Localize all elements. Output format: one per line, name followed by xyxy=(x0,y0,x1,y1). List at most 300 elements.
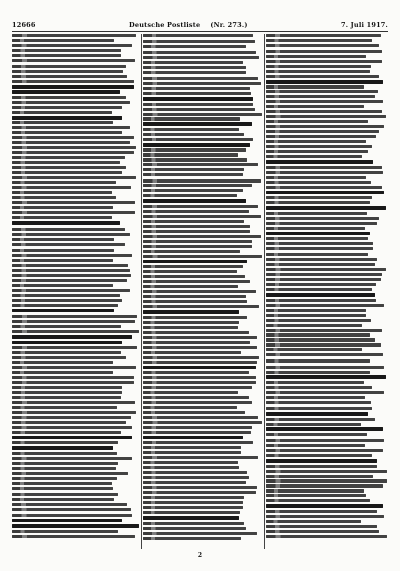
text-line xyxy=(12,381,134,384)
text-line xyxy=(143,426,252,429)
text-line xyxy=(266,50,382,53)
text-line xyxy=(266,439,384,442)
text-line xyxy=(266,196,372,199)
text-line xyxy=(12,96,126,99)
text-line xyxy=(12,90,120,94)
text-line xyxy=(12,519,122,523)
text-line xyxy=(266,381,364,384)
text-line xyxy=(12,146,136,149)
text-line xyxy=(12,472,128,475)
text-line xyxy=(266,396,365,399)
text-line xyxy=(143,113,262,116)
text-line xyxy=(12,366,136,369)
text-line xyxy=(266,343,381,346)
text-line xyxy=(143,316,247,319)
text-line xyxy=(266,110,382,113)
text-line xyxy=(143,270,237,273)
text-line xyxy=(12,351,121,354)
text-line xyxy=(266,304,384,307)
text-line xyxy=(12,508,131,511)
text-line xyxy=(12,467,116,470)
text-line xyxy=(143,346,257,349)
text-line xyxy=(266,191,384,195)
text-line xyxy=(266,217,379,220)
text-line xyxy=(143,386,252,389)
text-line xyxy=(12,106,122,109)
text-line xyxy=(143,351,241,354)
text-line xyxy=(266,70,370,73)
text-line xyxy=(266,176,366,179)
text-line xyxy=(12,279,127,282)
text-line xyxy=(143,471,247,474)
text-line xyxy=(12,233,130,236)
text-line xyxy=(266,39,372,42)
text-line xyxy=(12,452,117,455)
text-line xyxy=(12,34,136,37)
text-line xyxy=(12,356,126,359)
text-line xyxy=(143,189,243,192)
text-column-left xyxy=(12,34,140,549)
text-line xyxy=(12,416,131,419)
text-line xyxy=(143,391,238,394)
text-line xyxy=(12,238,114,241)
text-line xyxy=(12,206,113,209)
text-line xyxy=(12,181,116,184)
text-line xyxy=(143,336,257,339)
text-line xyxy=(143,321,239,324)
text-line xyxy=(12,59,135,62)
text-line xyxy=(12,330,139,333)
text-line xyxy=(266,181,371,184)
text-line xyxy=(143,486,257,489)
text-line xyxy=(266,293,375,297)
text-line xyxy=(143,310,239,314)
text-line xyxy=(266,55,366,58)
text-line xyxy=(266,314,366,317)
text-line xyxy=(143,421,262,424)
text-line xyxy=(266,338,375,341)
text-line xyxy=(266,80,383,84)
text-line xyxy=(12,341,122,345)
text-line xyxy=(12,294,120,297)
text-line xyxy=(12,462,118,465)
text-line xyxy=(143,97,253,101)
text-line xyxy=(12,411,136,414)
text-line xyxy=(143,381,256,384)
text-line xyxy=(12,75,127,78)
text-line xyxy=(266,135,376,138)
text-line xyxy=(266,530,379,533)
text-line xyxy=(12,406,117,409)
text-line xyxy=(143,153,238,156)
text-line xyxy=(12,498,114,501)
text-line xyxy=(143,108,255,111)
text-line xyxy=(266,186,382,189)
text-line xyxy=(12,121,113,124)
text-line xyxy=(12,396,121,399)
text-line xyxy=(12,141,130,144)
issue-number: (Nr. 273.) xyxy=(210,21,248,29)
text-line xyxy=(143,522,244,525)
text-line xyxy=(143,341,250,344)
text-line xyxy=(12,111,112,114)
text-line xyxy=(266,100,383,103)
text-line xyxy=(266,125,384,128)
text-line xyxy=(143,51,256,54)
text-line xyxy=(12,376,134,379)
text-line xyxy=(143,491,256,494)
text-line xyxy=(143,56,259,59)
text-line xyxy=(143,128,239,131)
text-line xyxy=(266,333,370,336)
text-line xyxy=(143,406,237,409)
text-line xyxy=(12,116,122,120)
text-line xyxy=(266,227,365,230)
text-line xyxy=(143,476,249,479)
text-line xyxy=(143,82,261,85)
text-line xyxy=(12,176,136,179)
text-line xyxy=(266,535,387,538)
text-line xyxy=(266,329,382,332)
text-line xyxy=(12,54,121,57)
text-line xyxy=(12,201,135,204)
text-line xyxy=(12,228,125,231)
text-line xyxy=(266,444,365,447)
text-line xyxy=(143,361,257,364)
text-line xyxy=(143,456,258,459)
text-line xyxy=(12,44,132,47)
text-line xyxy=(266,34,381,37)
text-line xyxy=(266,366,384,369)
column-divider xyxy=(264,34,265,549)
text-line xyxy=(266,201,370,204)
text-line xyxy=(143,87,250,90)
text-line xyxy=(266,212,367,215)
text-line xyxy=(266,232,370,236)
text-line xyxy=(266,484,383,487)
text-line xyxy=(143,133,244,136)
text-line xyxy=(12,436,132,440)
text-column-middle xyxy=(143,34,263,549)
text-line xyxy=(143,300,247,303)
text-line xyxy=(12,503,127,506)
text-line xyxy=(266,288,372,291)
text-line xyxy=(12,161,120,164)
text-line xyxy=(12,391,122,394)
text-column-right xyxy=(266,34,388,549)
text-line xyxy=(143,103,253,106)
text-line xyxy=(143,396,249,399)
text-line xyxy=(143,260,247,264)
text-line xyxy=(266,470,387,473)
text-line xyxy=(266,494,366,497)
text-line xyxy=(12,304,118,307)
text-line xyxy=(12,136,134,139)
text-line xyxy=(143,305,259,308)
text-line xyxy=(266,278,381,281)
text-line xyxy=(266,391,384,394)
text-line xyxy=(143,265,243,268)
text-line xyxy=(143,245,252,248)
text-line xyxy=(266,115,386,118)
text-line xyxy=(143,501,243,504)
text-line xyxy=(266,145,372,148)
text-line xyxy=(143,61,243,64)
text-line xyxy=(12,431,121,434)
text-line xyxy=(143,210,249,213)
text-line xyxy=(266,510,377,513)
text-line xyxy=(143,285,238,288)
text-line xyxy=(143,92,251,95)
text-line xyxy=(143,194,237,197)
text-line xyxy=(12,49,121,52)
text-line xyxy=(12,493,118,496)
text-line xyxy=(12,186,131,189)
text-line xyxy=(266,268,386,271)
text-line xyxy=(12,477,117,480)
text-line xyxy=(266,525,377,528)
text-line xyxy=(12,126,130,129)
text-line xyxy=(12,346,137,349)
text-line xyxy=(12,131,122,134)
text-line xyxy=(143,280,250,283)
text-line xyxy=(143,45,246,48)
text-line xyxy=(12,264,128,267)
page-footer-mark: 2 xyxy=(197,552,203,559)
text-line xyxy=(12,487,113,490)
text-line xyxy=(266,412,368,416)
text-line xyxy=(266,433,367,436)
text-line xyxy=(266,90,378,93)
text-line xyxy=(12,191,112,194)
text-line xyxy=(266,386,372,389)
text-line xyxy=(266,520,361,523)
page-number: 12666 xyxy=(12,21,36,29)
text-line xyxy=(12,85,134,89)
text-line xyxy=(143,461,238,464)
text-line xyxy=(143,34,253,37)
text-line xyxy=(12,65,126,68)
publication-title: Deutsche Postliste xyxy=(129,21,201,29)
text-line xyxy=(266,130,379,133)
text-line xyxy=(143,199,246,203)
issue-date: 7. Juli 1917. xyxy=(340,21,388,29)
text-line xyxy=(266,155,362,158)
text-line xyxy=(143,331,249,334)
text-line xyxy=(266,418,375,421)
text-line xyxy=(266,299,376,302)
text-line xyxy=(266,75,379,78)
text-line xyxy=(143,71,246,74)
text-line xyxy=(266,489,364,492)
text-line xyxy=(143,451,241,454)
text-line xyxy=(266,465,377,468)
text-line xyxy=(143,225,250,228)
text-line xyxy=(266,237,368,240)
text-line xyxy=(12,216,112,219)
page-header xyxy=(12,20,388,30)
text-line xyxy=(143,416,258,419)
text-line xyxy=(266,222,377,225)
text-line xyxy=(12,221,120,225)
text-line xyxy=(12,441,118,444)
text-line xyxy=(143,235,261,238)
text-line xyxy=(266,60,382,63)
text-line xyxy=(143,184,252,187)
text-line xyxy=(266,258,377,261)
text-line xyxy=(143,143,250,147)
text-line xyxy=(143,527,246,530)
text-line xyxy=(12,274,131,277)
text-line xyxy=(143,163,258,166)
text-line xyxy=(12,80,134,83)
text-line xyxy=(143,506,243,509)
text-line xyxy=(143,431,251,434)
text-line xyxy=(266,140,366,143)
text-line xyxy=(143,436,243,440)
text-line xyxy=(266,371,370,374)
text-line xyxy=(143,401,252,404)
text-line xyxy=(12,166,126,169)
text-line xyxy=(143,250,240,253)
text-line xyxy=(266,171,383,174)
text-line xyxy=(143,496,244,499)
text-line xyxy=(266,44,379,47)
text-line xyxy=(12,171,122,174)
text-line xyxy=(12,530,118,533)
text-line xyxy=(12,70,123,73)
text-line xyxy=(143,466,239,469)
text-line xyxy=(266,348,362,351)
text-line xyxy=(266,273,382,276)
text-line xyxy=(143,240,252,243)
text-line xyxy=(143,230,250,233)
text-line xyxy=(266,206,386,210)
text-line xyxy=(143,532,257,535)
text-line xyxy=(12,320,135,323)
text-line xyxy=(143,138,253,141)
text-line xyxy=(266,499,370,502)
header-center xyxy=(129,21,248,29)
text-line xyxy=(143,220,244,223)
text-line xyxy=(143,173,243,176)
text-line xyxy=(266,150,368,153)
text-line xyxy=(266,449,383,452)
text-line xyxy=(143,295,246,298)
text-line xyxy=(266,120,368,123)
text-line xyxy=(12,101,130,104)
text-line xyxy=(12,211,135,214)
text-line xyxy=(143,122,252,126)
text-line xyxy=(143,537,241,540)
text-line xyxy=(12,535,135,538)
text-line xyxy=(266,401,371,404)
text-line xyxy=(12,156,125,159)
text-line xyxy=(266,242,373,245)
header-rule xyxy=(12,31,388,32)
text-line xyxy=(12,335,132,339)
text-line xyxy=(143,148,246,151)
text-line xyxy=(266,95,375,98)
text-line xyxy=(143,511,240,514)
text-line xyxy=(12,299,122,302)
text-line xyxy=(266,375,386,379)
text-line xyxy=(143,376,256,379)
text-line xyxy=(143,117,240,120)
text-line xyxy=(12,514,132,517)
text-line xyxy=(143,275,245,278)
text-line xyxy=(12,259,113,262)
text-line xyxy=(12,39,114,42)
text-line xyxy=(266,309,366,312)
text-line xyxy=(143,205,258,208)
text-line xyxy=(12,325,121,328)
text-line xyxy=(12,243,125,246)
text-line xyxy=(266,475,373,478)
text-line xyxy=(12,482,112,485)
text-line xyxy=(266,283,376,286)
text-line xyxy=(266,359,370,362)
text-line xyxy=(143,179,261,182)
text-line xyxy=(143,158,247,161)
text-line xyxy=(12,315,137,318)
text-line xyxy=(143,481,246,484)
text-line xyxy=(12,457,132,460)
text-line xyxy=(143,168,244,171)
text-line xyxy=(12,196,116,199)
text-line xyxy=(12,284,113,287)
text-line xyxy=(266,504,383,508)
text-line xyxy=(143,366,256,370)
text-line xyxy=(143,77,258,80)
text-line xyxy=(12,289,130,292)
text-line xyxy=(12,249,114,252)
text-line xyxy=(266,324,362,327)
text-line xyxy=(266,479,387,482)
text-line xyxy=(12,371,113,374)
text-line xyxy=(12,151,134,154)
text-line xyxy=(12,269,130,272)
text-line xyxy=(143,255,262,258)
text-line xyxy=(266,515,384,518)
text-line xyxy=(143,215,261,218)
text-line xyxy=(266,427,383,431)
text-line xyxy=(266,353,383,356)
text-line xyxy=(143,441,253,444)
text-line xyxy=(266,459,377,463)
text-line xyxy=(266,263,375,266)
text-line xyxy=(266,85,364,88)
text-line xyxy=(143,516,239,520)
text-line xyxy=(12,421,126,424)
text-line xyxy=(143,40,255,43)
text-line xyxy=(12,254,132,257)
text-line xyxy=(12,361,113,364)
text-line xyxy=(266,407,372,410)
text-line xyxy=(266,105,364,108)
text-line xyxy=(12,446,113,450)
text-line xyxy=(12,309,114,313)
text-line xyxy=(266,253,368,256)
text-line xyxy=(266,319,371,322)
text-line xyxy=(12,524,139,528)
text-line xyxy=(266,454,372,457)
text-line xyxy=(12,401,135,404)
text-line xyxy=(143,290,256,293)
text-line xyxy=(12,426,132,429)
text-line xyxy=(143,356,259,359)
text-line xyxy=(143,411,245,414)
